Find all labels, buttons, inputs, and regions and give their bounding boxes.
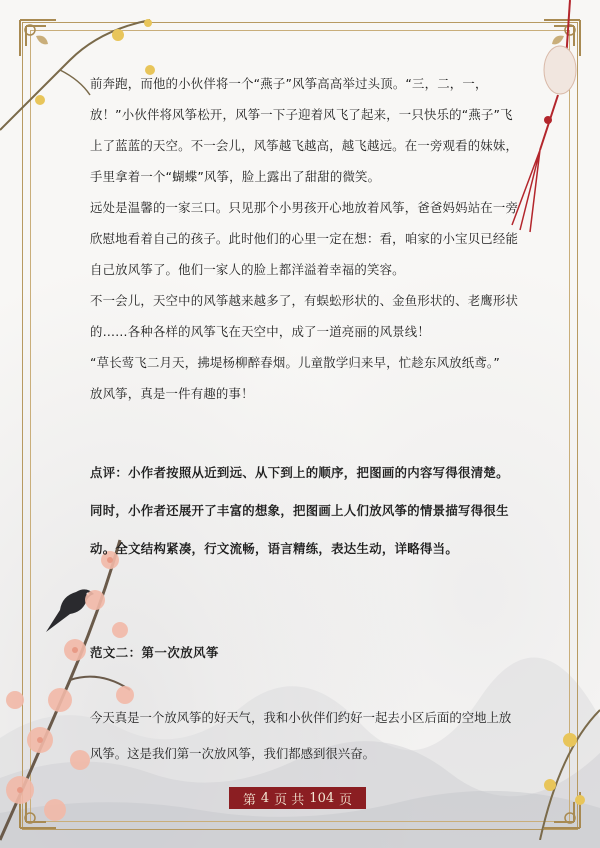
page-current: 4 — [260, 790, 270, 806]
essay-conclusion: 放风筝，真是一件有趣的事！ — [90, 386, 254, 401]
essay-paragraph: 远处是温馨的一家三口。只见那个小男孩开心地放着风筝，爸爸妈妈站在一旁欣慰地看着自己的孩子。此时他们的心里一定在想：看，咱家的小宝贝已经能自己放风筝了。他们一家人的脸上都洋溢着幸福的笑容。 — [90, 200, 519, 277]
page-counter-suffix: 页 — [339, 792, 353, 808]
page-counter-middle: 页 共 — [274, 792, 305, 808]
page-counter-prefix: 第 — [242, 792, 256, 808]
page-counter — [229, 787, 366, 809]
section-heading: 范文二：第一次放风筝 — [90, 645, 219, 660]
essay-paragraph: 不一会儿，天空中的风筝越来越多了，有蜈蚣形状的、金鱼形状的、老鹰形状的……各种各样的风筝飞在天空中，成了一道亮丽的风景线！ — [90, 293, 519, 339]
essay-paragraph: 前奔跑，而他的小伙伴将一个“燕子”风筝高高举过头顶。“三，二，一，放！”小伙伴将风筝松开，风筝一下子迎着风飞了起来，一只快乐的“燕子”飞上了蓝蓝的天空。不一会儿，风筝越飞越高，越飞越远。在一旁观看的妹妹，手里拿着一个“蝴蝶”风筝，脸上露出了甜甜的微笑。 — [90, 76, 519, 184]
essay-body — [90, 68, 520, 409]
essay2-body — [90, 700, 520, 772]
poem-quote: “草长莺飞二月天，拂堤杨柳醉春烟。儿童散学归来早，忙趁东风放纸鸢。” — [90, 355, 500, 370]
review-comment — [90, 454, 520, 568]
page-total: 104 — [309, 790, 335, 806]
essay2-paragraph: 今天真是一个放风筝的好天气，我和小伙伴们约好一起去小区后面的空地上放风筝。这是我们第一次放风筝，我们都感到很兴奋。 — [90, 710, 512, 761]
review-text: 点评：小作者按照从近到远、从下到上的顺序，把图画的内容写得很清楚。同时，小作者还展开了丰富的想象，把图画上人们放风筝的情景描写得很生动。全文结构紧凑，行文流畅，语言精练，表达生动，详略得当。 — [90, 465, 509, 556]
